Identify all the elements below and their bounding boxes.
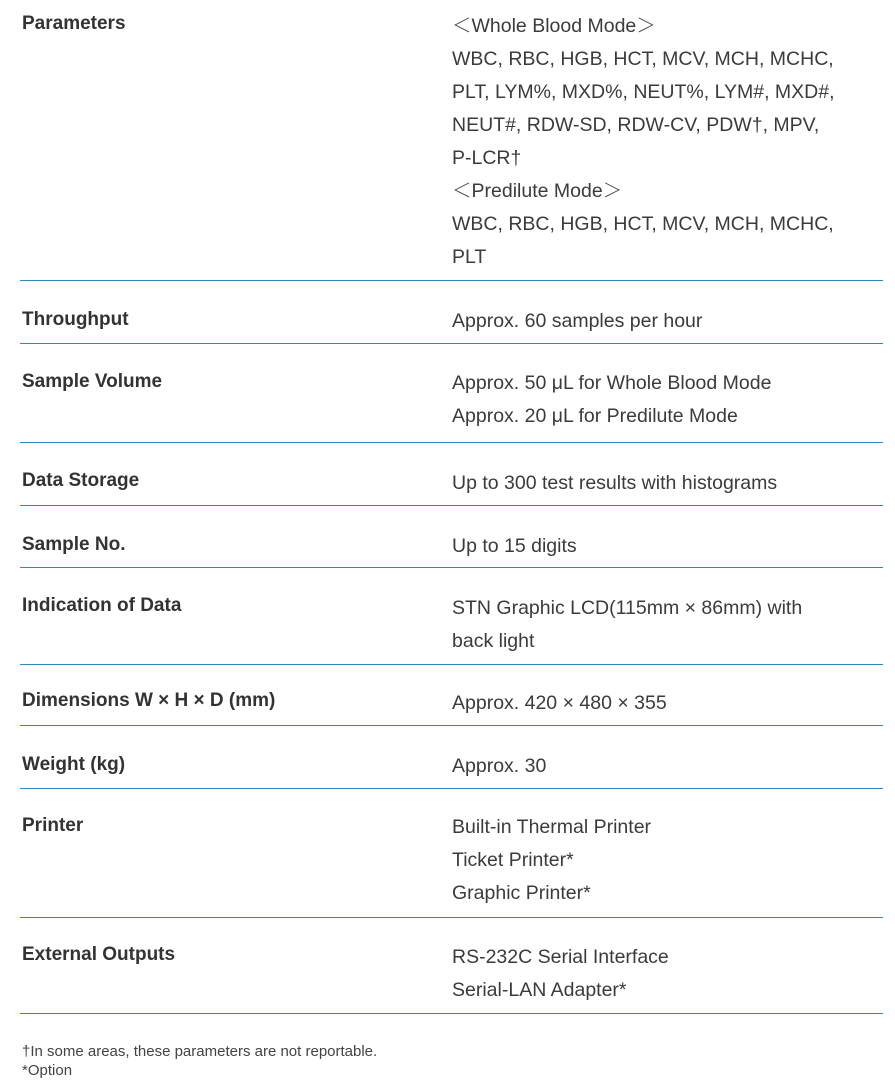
value-line: RS-232C Serial Interface xyxy=(452,946,669,968)
spec-row-parameters xyxy=(20,12,883,281)
value-line: Serial-LAN Adapter* xyxy=(452,979,627,1001)
spec-row-printer xyxy=(20,814,883,918)
spec-row-external-outputs xyxy=(20,943,883,1014)
spec-value xyxy=(452,367,892,433)
value-line: P-LCR† xyxy=(452,147,522,169)
value-line: Approx. 420 × 480 × 355 xyxy=(452,692,667,714)
spec-label: Dimensions W × H × D (mm) xyxy=(22,690,276,711)
value-line: Approx. 60 samples per hour xyxy=(452,310,703,332)
spec-label: Sample Volume xyxy=(22,371,163,392)
value-line: WBC, RBC, HGB, HCT, MCV, MCH, MCHC, xyxy=(452,48,834,70)
value-line: WBC, RBC, HGB, HCT, MCV, MCH, MCHC, xyxy=(452,213,834,235)
value-line: STN Graphic LCD(115mm × 86mm) with xyxy=(452,597,803,619)
value-line: Up to 15 digits xyxy=(452,535,577,557)
value-line: ＜Whole Blood Mode＞ xyxy=(452,15,656,37)
spec-value xyxy=(452,687,892,720)
spec-label: Indication of Data xyxy=(22,595,182,616)
value-line: PLT, LYM%, MXD%, NEUT%, LYM#, MXD#, xyxy=(452,81,835,103)
value-line: Approx. 50 μL for Whole Blood Mode xyxy=(452,372,772,394)
spec-value xyxy=(452,941,892,1007)
spec-row-sample-volume xyxy=(20,370,883,443)
spec-label: Sample No. xyxy=(22,534,126,555)
spec-label: Weight (kg) xyxy=(22,754,126,775)
spec-value xyxy=(452,750,892,783)
value-line: ＜Predilute Mode＞ xyxy=(452,180,623,202)
value-line: Approx. 20 μL for Predilute Mode xyxy=(452,405,738,427)
value-line: Graphic Printer* xyxy=(452,882,591,904)
value-line: Ticket Printer* xyxy=(452,849,574,871)
value-line: Approx. 30 xyxy=(452,755,547,777)
spec-value xyxy=(452,530,892,563)
spec-label: Throughput xyxy=(22,309,129,330)
spec-label: Printer xyxy=(22,815,84,836)
spec-row-dimensions xyxy=(20,689,883,726)
value-line: back light xyxy=(452,630,535,652)
spec-value xyxy=(452,305,892,338)
value-line: Built-in Thermal Printer xyxy=(452,816,652,838)
spec-label: Parameters xyxy=(22,13,126,34)
value-line: NEUT#, RDW-SD, RDW-CV, PDW†, MPV, xyxy=(452,114,820,136)
value-line: Up to 300 test results with histograms xyxy=(452,472,778,494)
spec-value xyxy=(452,10,892,274)
spec-row-sample-no xyxy=(20,533,883,568)
spec-label: Data Storage xyxy=(22,470,140,491)
spec-value xyxy=(452,811,892,910)
footnote-dagger: †In some areas, these parameters are not reportable. xyxy=(22,1043,378,1060)
spec-label: External Outputs xyxy=(22,944,176,965)
footnotes xyxy=(22,1042,377,1080)
value-line: PLT xyxy=(452,246,487,268)
spec-row-indication-of-data xyxy=(20,594,883,665)
spec-row-weight xyxy=(20,753,883,789)
spec-row-throughput xyxy=(20,308,883,344)
spec-row-data-storage xyxy=(20,469,883,506)
spec-value xyxy=(452,592,892,658)
footnote-option: *Option xyxy=(22,1062,73,1079)
spec-value xyxy=(452,467,892,500)
